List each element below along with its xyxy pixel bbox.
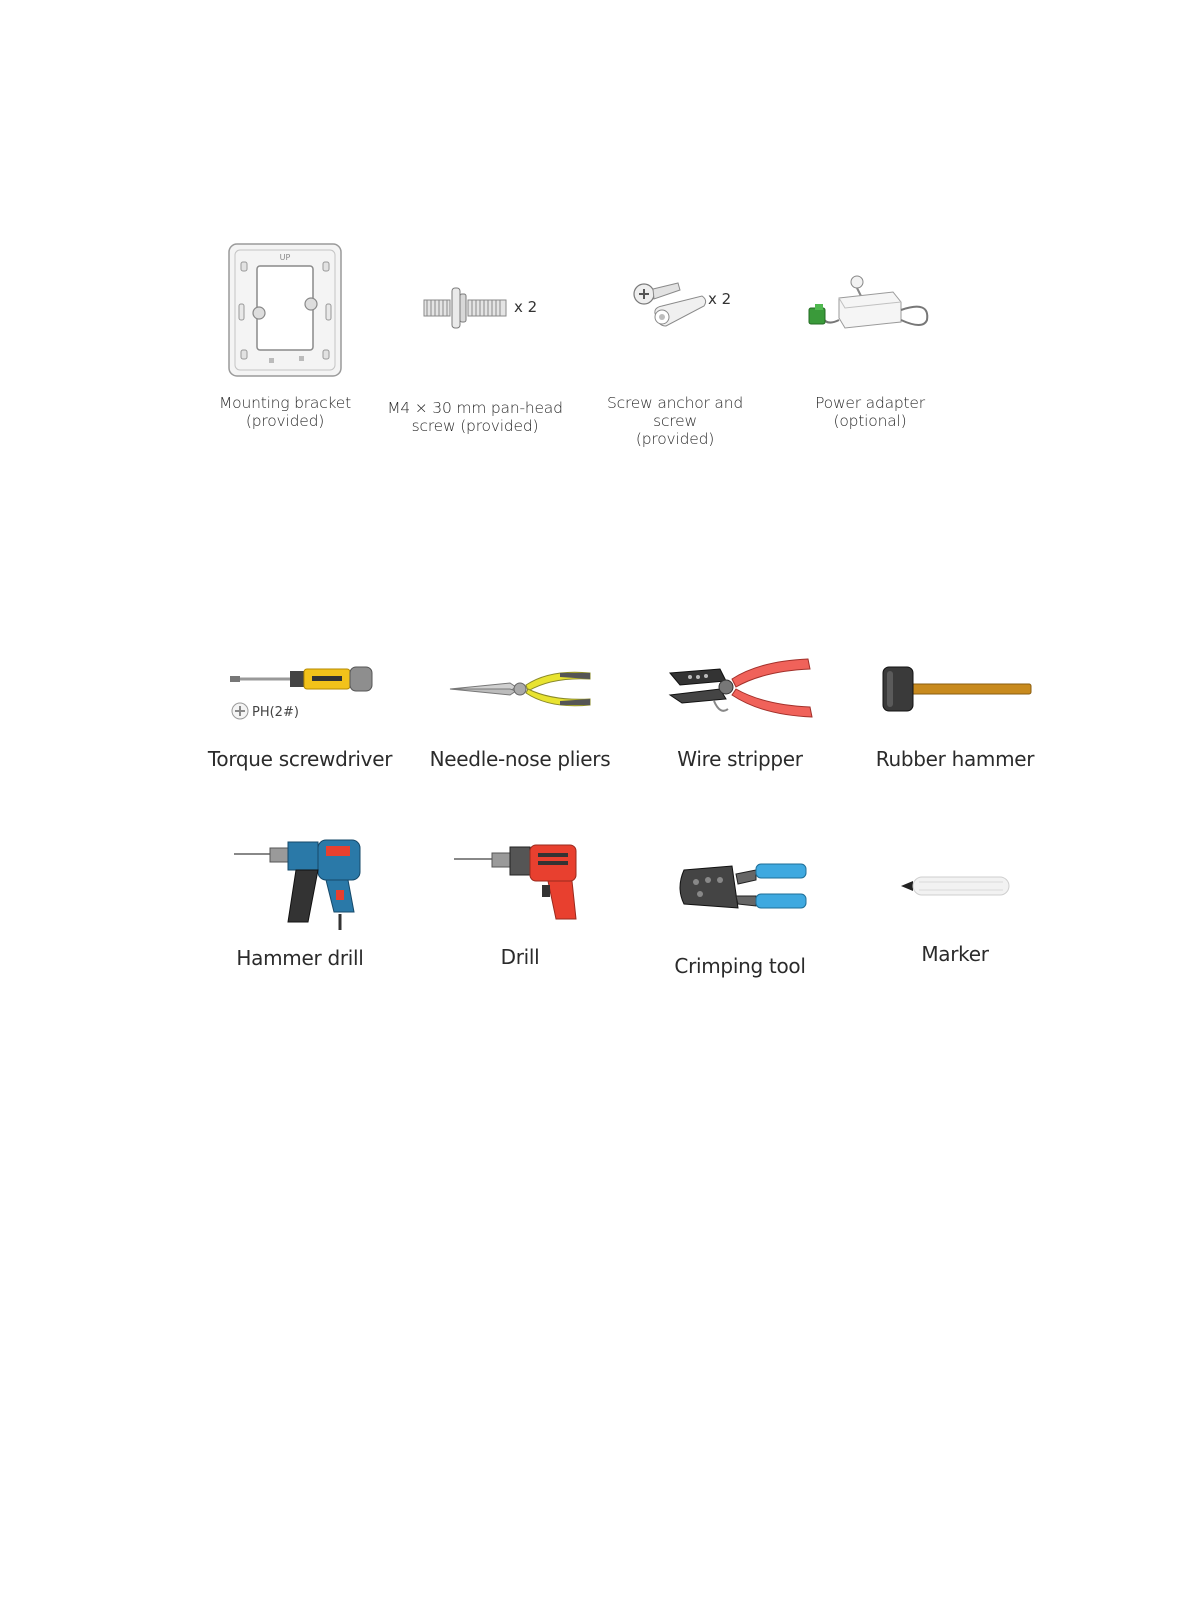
pan-head-screw-icon xyxy=(410,280,540,335)
marker-label: Marker xyxy=(921,942,989,966)
tool-drill xyxy=(420,845,620,969)
mounting-bracket-icon xyxy=(225,240,345,380)
screw-anchor-caption-line2: (provided) xyxy=(635,430,715,448)
hammer-drill-label: Hammer drill xyxy=(236,946,364,970)
pan-head-screw-caption-line1: M4 × 30 mm pan-head xyxy=(387,399,563,417)
bracket-up-mark: UP xyxy=(279,253,291,262)
tool-rubber-hammer xyxy=(855,665,1055,771)
tool-marker xyxy=(855,870,1055,966)
power-adapter-caption-line2: (optional) xyxy=(833,412,907,430)
accessory-screw-anchor xyxy=(585,270,765,448)
rubber-hammer-label: Rubber hammer xyxy=(875,747,1035,771)
tool-hammer-drill xyxy=(200,840,400,970)
power-adapter-icon xyxy=(805,270,935,340)
wire-stripper-label: Wire stripper xyxy=(677,747,803,771)
screwdriver-bit-label: PH(2#) xyxy=(252,705,299,720)
crimping-tool-icon xyxy=(670,860,810,920)
torque-screwdriver-icon xyxy=(220,665,380,729)
pan-head-screw-caption-line2: screw (provided) xyxy=(411,417,539,435)
screw-anchor-caption-line1: Screw anchor and screw xyxy=(607,394,743,430)
needle-nose-pliers-icon xyxy=(440,665,600,729)
power-adapter-caption-line1: Power adapter xyxy=(815,394,925,412)
torque-screwdriver-label: Torque screwdriver xyxy=(207,747,393,771)
wire-stripper-icon xyxy=(660,655,820,729)
screw-anchor-icon xyxy=(620,270,730,340)
crimping-tool-label: Crimping tool xyxy=(674,954,806,978)
accessory-power-adapter xyxy=(780,270,960,430)
mounting-bracket-caption-line1: Mounting bracket xyxy=(218,394,351,412)
tool-needle-nose-pliers xyxy=(420,665,620,771)
hammer-drill-icon xyxy=(230,840,370,932)
tool-wire-stripper xyxy=(640,655,840,771)
pan-head-screw-qty: x 2 xyxy=(514,298,538,316)
drill-label: Drill xyxy=(500,945,540,969)
marker-icon xyxy=(885,870,1025,910)
tool-crimping-tool xyxy=(640,860,840,978)
tool-torque-screwdriver xyxy=(200,665,400,771)
accessory-pan-head-screw xyxy=(385,280,565,435)
drill-icon xyxy=(450,845,590,931)
needle-nose-pliers-label: Needle-nose pliers xyxy=(429,747,611,771)
rubber-hammer-icon xyxy=(875,665,1035,729)
accessory-mounting-bracket xyxy=(195,240,375,430)
mounting-bracket-caption-line2: (provided) xyxy=(245,412,325,430)
screw-anchor-qty: x 2 xyxy=(708,290,732,308)
